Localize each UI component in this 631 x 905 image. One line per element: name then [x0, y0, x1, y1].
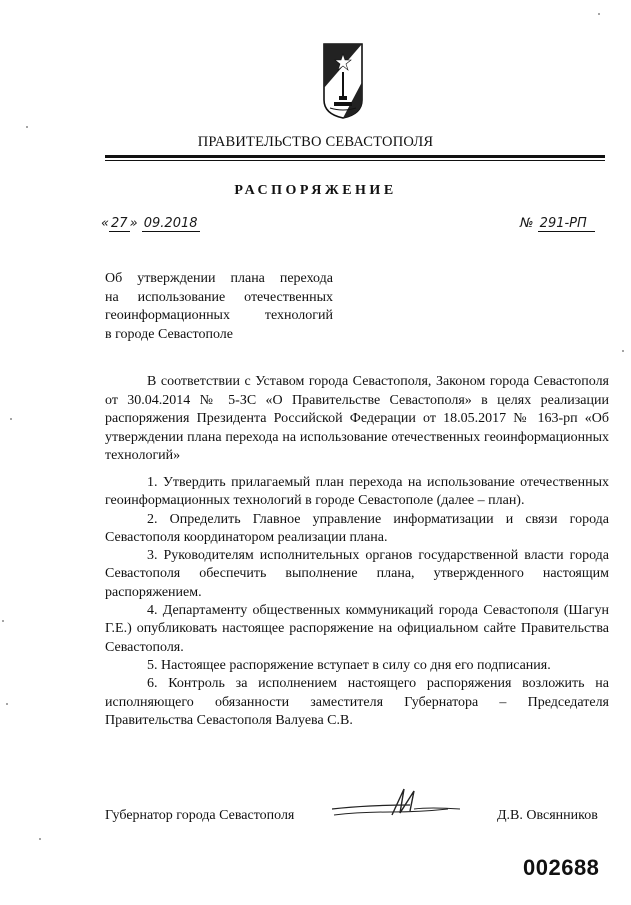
list-item: [105, 675, 609, 730]
document-type-heading: РАСПОРЯЖЕНИЕ: [234, 183, 397, 198]
header-rule-thin: [105, 160, 605, 161]
signatory-name: Д.В. Овсянников: [497, 808, 598, 823]
item-number: 1.: [147, 475, 158, 490]
preamble-paragraph: В соответствии с Уставом города Севастополя, Законом города Севастополя от 30.04.2014 № 5-ЗС «О Правительстве Севастополя» в целях реализации распоряжения Президента Российской Федерации от 18.05.2017 № 163-рп «Об утверждении плана перехода на использование отечественных геоинформационных технологий»: [105, 374, 609, 463]
scan-speck: [10, 418, 12, 420]
subject-line: в городе Севастополе: [105, 326, 233, 342]
date-open-quote: «: [101, 216, 110, 231]
registration-number: 002688: [523, 855, 600, 880]
scan-speck: [598, 13, 600, 15]
scan-speck: [6, 703, 8, 705]
scan-speck: [26, 126, 28, 128]
item-text: Определить Главное управление информатизации и связи города Севастополя координатором реализации плана.: [105, 511, 610, 545]
organization-title: ПРАВИТЕЛЬСТВО СЕВАСТОПОЛЯ: [197, 134, 434, 150]
item-text: Контроль за исполнением настоящего распоряжения возложить на исполняющего обязанности заместителя Губернатора – Председателя Правительства Севастополя Валуева С.В.: [105, 676, 610, 728]
scan-speck: [39, 838, 41, 840]
document-subject: [105, 270, 333, 344]
item-text: Департаменту общественных коммуникаций города Севастополя (Шагун Г.Е.) опубликовать настоящее распоряжение на официальном сайте Правительства Севастополя.: [105, 603, 609, 655]
date-day: 27: [111, 216, 128, 231]
handwritten-signature-icon: [330, 785, 470, 821]
scan-speck: [622, 350, 624, 352]
item-number: 6.: [147, 676, 158, 692]
signatory-position: Губернатор города Севастополя: [105, 808, 295, 823]
header-rule-thick: [105, 155, 605, 158]
item-text: Утвердить прилагаемый план перехода на использование отечественных геоинформационных технологий в городе Севастополе (далее – план).: [105, 475, 610, 509]
subject-line: геоинформационных технологий: [105, 308, 333, 323]
number-prefix: №: [520, 216, 534, 231]
list-item: [105, 547, 609, 602]
document-date: [101, 216, 200, 231]
subject-line: Об утверждении плана перехода: [105, 271, 333, 286]
item-text: Руководителям исполнительных органов государственной власти города Севастополя обеспечить выполнение плана, утвержденного настоящим распоряжением.: [105, 548, 610, 600]
list-item: [105, 602, 609, 657]
item-number: 4.: [147, 603, 158, 619]
date-close-quote: »: [129, 216, 138, 231]
item-text: Настоящее распоряжение вступает в силу со дня его подписания.: [161, 657, 551, 673]
item-number: 5.: [147, 657, 158, 673]
list-item: [105, 657, 609, 675]
list-item: [105, 474, 609, 511]
date-month-year: 09.2018: [143, 216, 198, 231]
scan-speck: [2, 620, 4, 622]
item-number: 2.: [147, 511, 158, 527]
sevastopol-coat-of-arms-icon: [322, 42, 364, 120]
list-item: [105, 511, 609, 548]
number-value: 291-РП: [538, 216, 595, 232]
order-items-list: [105, 474, 609, 730]
document-number: [520, 216, 595, 231]
item-number: 3.: [147, 548, 158, 564]
subject-line: на использование отечественных: [105, 289, 333, 305]
